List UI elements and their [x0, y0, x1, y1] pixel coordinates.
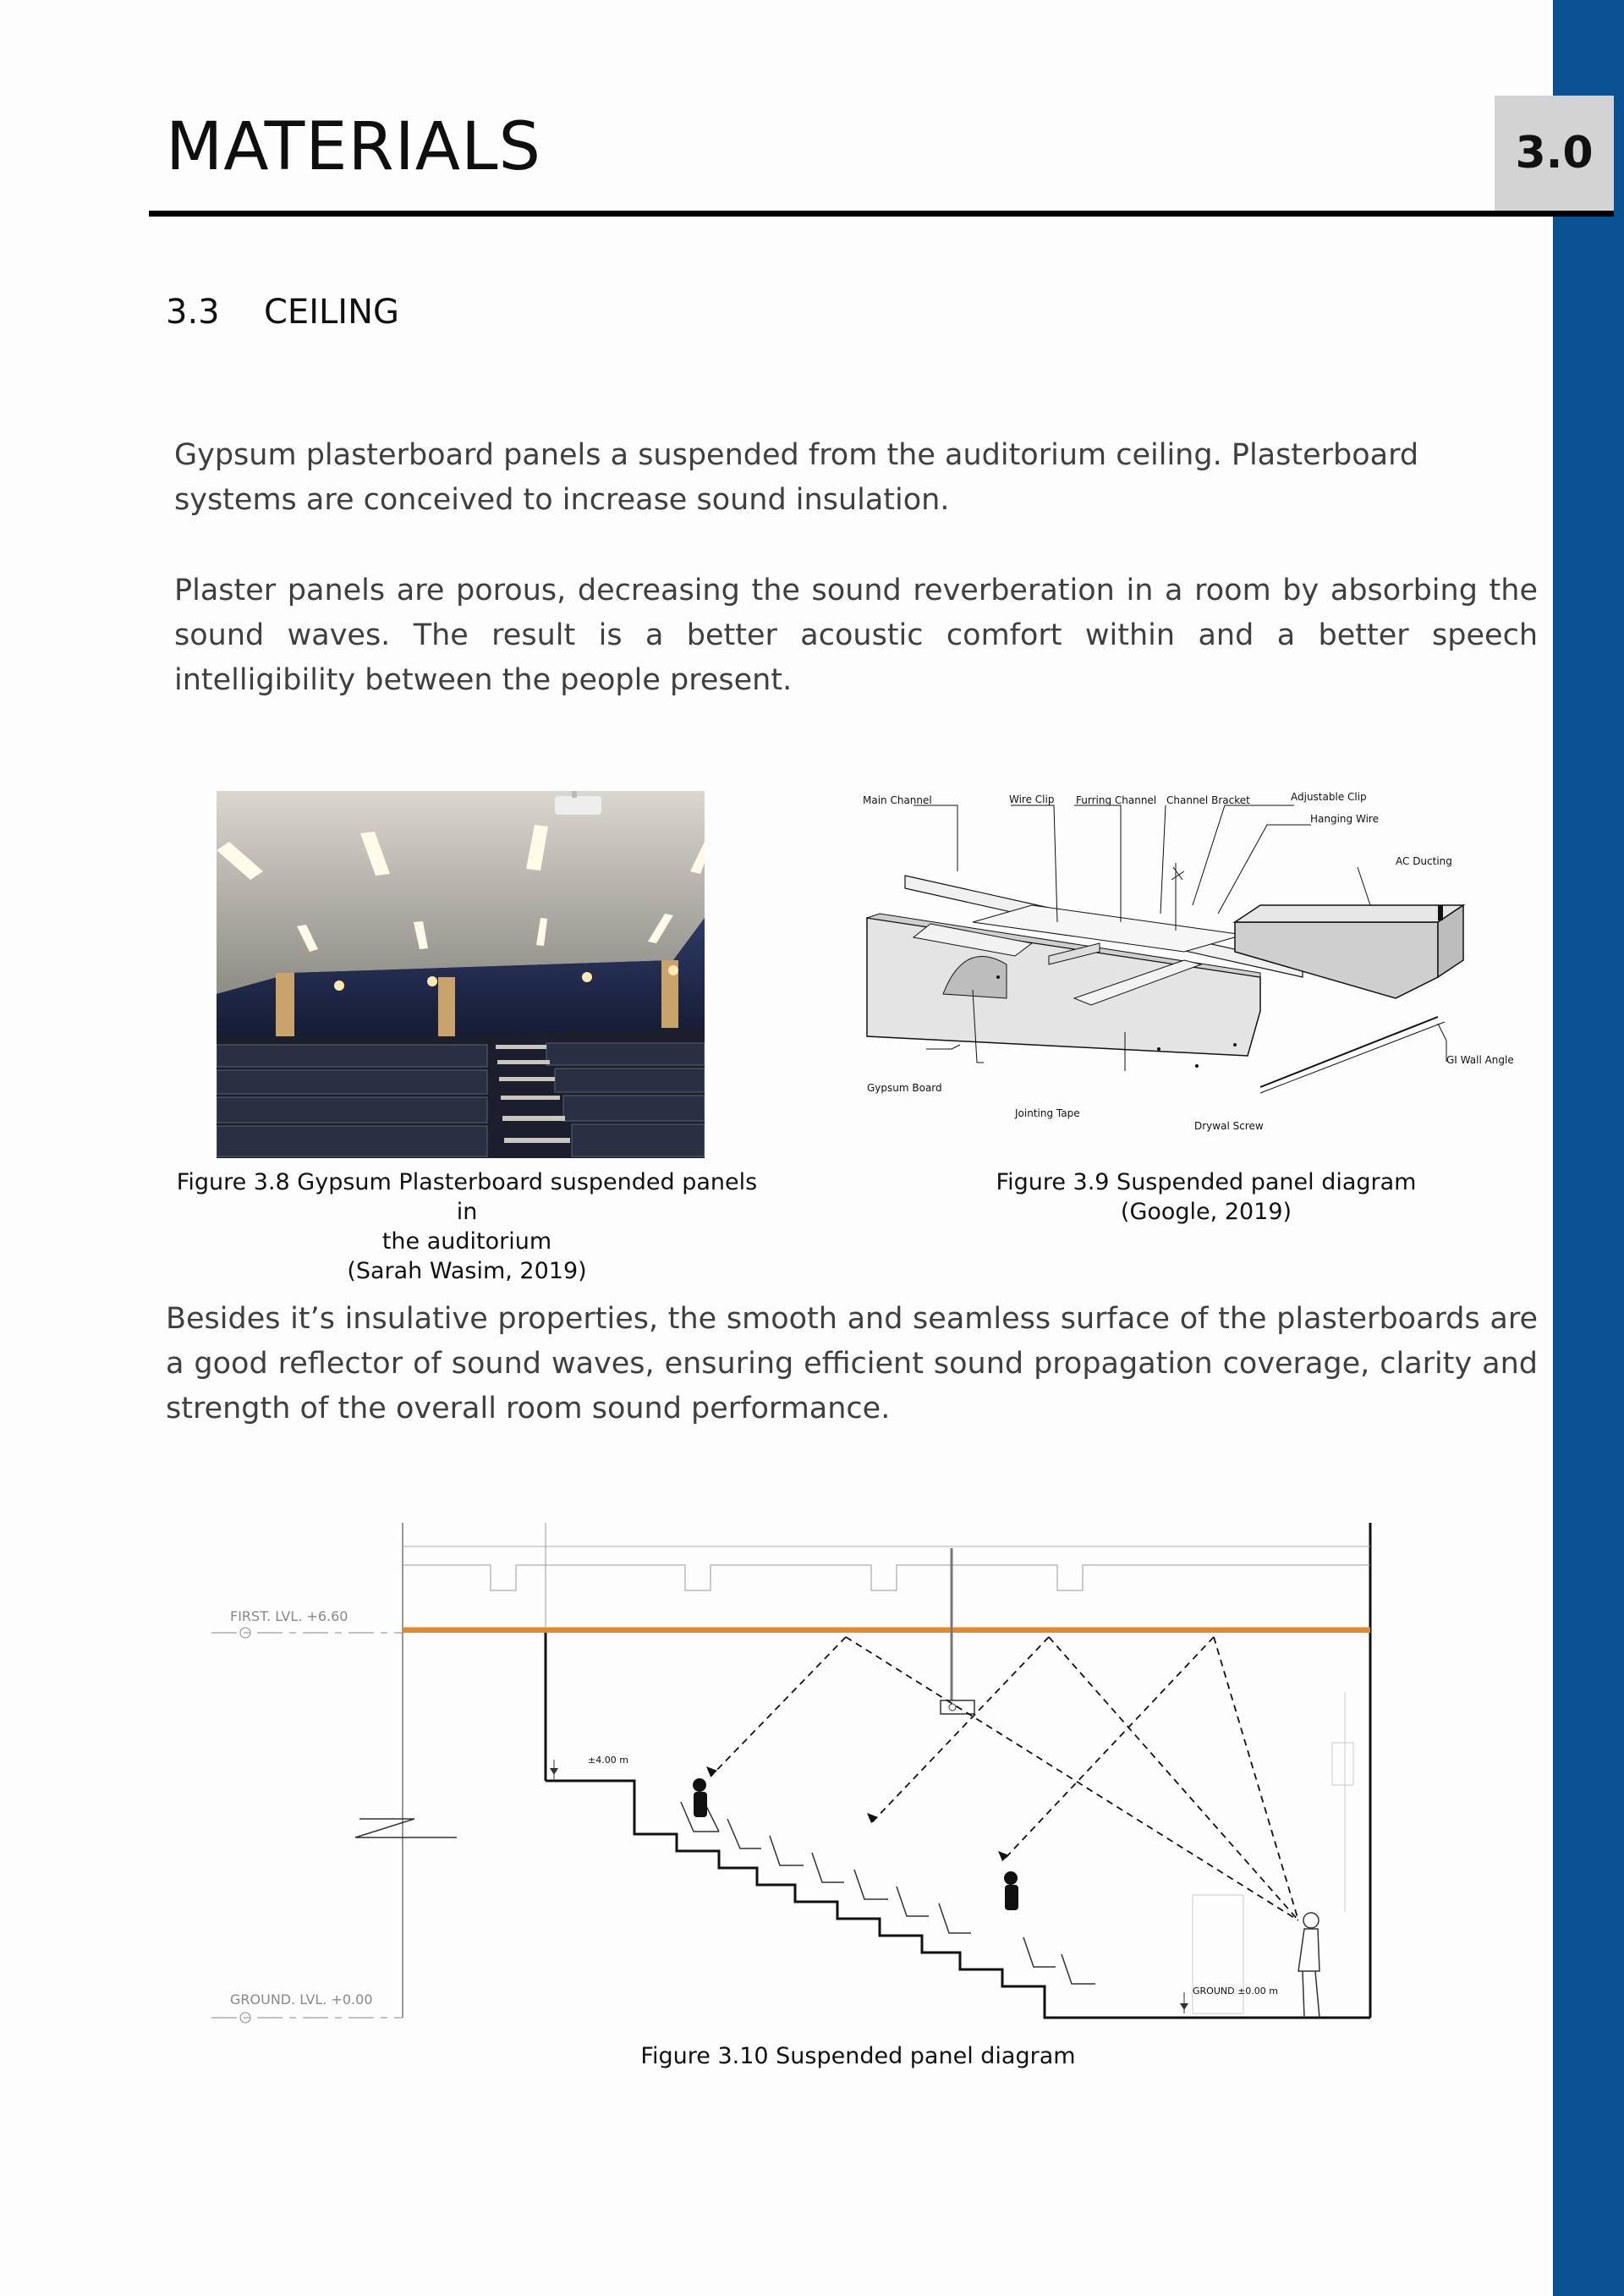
suspended-panel-diagram [863, 787, 1514, 1142]
paragraph-porous: Plaster panels are porous, decreasing the sound reverberation in a room by absorbing the sound waves. The result is a better acoustic comfort within and a better speech intelligibility between the people present. [174, 574, 1538, 697]
side-accent-bar [1553, 0, 1624, 2296]
label-furring-channel: Furring Channel [1076, 794, 1157, 806]
caption-line: Figure 3.9 Suspended panel diagram [996, 1169, 1417, 1195]
label-drywal-screw: Drywal Screw [1194, 1120, 1264, 1132]
label-hanging-wire: Hanging Wire [1310, 813, 1379, 825]
label-wire-clip: Wire Clip [1009, 794, 1055, 805]
label-ac-ducting: AC Ducting [1396, 855, 1452, 867]
caption-line: (Sarah Wasim, 2019) [347, 1258, 587, 1284]
caption-line: Figure 3.8 Gypsum Plasterboard suspended panels in [176, 1169, 758, 1225]
ground-level-label: GROUND. LVL. +0.00 [230, 1991, 373, 2008]
caption-line: the auditorium [381, 1228, 552, 1255]
ground-0m-label: GROUND ±0.00 m [1193, 1986, 1278, 1997]
chapter-number-badge: 3.0 [1495, 96, 1614, 211]
paragraph-intro: Gypsum plasterboard panels a suspended from the auditorium ceiling. Plasterboard systems are conceived to increase sound insulation. [174, 438, 1419, 517]
page-title: MATERIALS [166, 109, 542, 185]
section-number: 3.3 [166, 293, 220, 332]
label-channel-bracket: Channel Bracket [1166, 794, 1250, 806]
figure-3-9-caption [948, 1167, 1464, 1227]
section-title: CEILING [264, 293, 399, 332]
figure-3-10-caption: Figure 3.10 Suspended panel diagram [640, 2043, 1076, 2069]
paragraph-reflector: Besides it’s insulative properties, the smooth and seamless surface of the plasterboards are a good reflector of sound waves, ensuring efficient sound propagation coverage, clarity and strength of the overall room sound performance. [166, 1302, 1538, 1425]
auditorium-photo [217, 791, 705, 1158]
auditorium-section-diagram [211, 1523, 1396, 2030]
caption-line: (Google, 2019) [1120, 1199, 1292, 1225]
level-4m-label: ±4.00 m [588, 1755, 628, 1766]
label-jointing-tape: Jointing Tape [1015, 1107, 1080, 1119]
figure-3-8-caption [166, 1167, 768, 1286]
section-heading [166, 293, 399, 332]
title-divider [149, 211, 1614, 217]
label-gi-wall-angle: GI Wall Angle [1446, 1054, 1514, 1066]
label-adjustable-clip: Adjustable Clip [1291, 791, 1367, 803]
first-level-label: FIRST. LVL. +6.60 [230, 1608, 348, 1624]
label-gypsum-board: Gypsum Board [867, 1082, 942, 1094]
label-main-channel: Main Channel [863, 794, 932, 806]
